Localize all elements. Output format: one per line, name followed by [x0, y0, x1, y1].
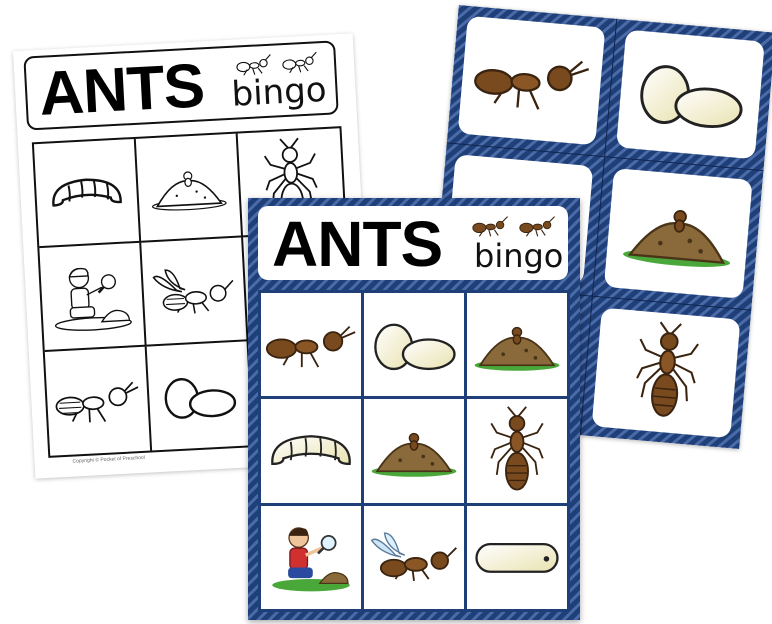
bw-cell-child — [39, 243, 146, 352]
color-header-box — [258, 206, 568, 280]
color-cell-eggs[interactable] — [364, 293, 464, 396]
color-cell-ant-top[interactable] — [467, 399, 567, 502]
color-subtitle: bingo — [474, 237, 564, 275]
color-bingo-sheet — [248, 198, 580, 620]
color-cell-anthill[interactable] — [467, 293, 567, 396]
bw-copyright: Copyright © Pocket of Preschool — [72, 454, 145, 465]
anthill-icon — [147, 161, 229, 213]
bw-subtitle: bingo — [230, 69, 328, 115]
card-anthill[interactable] — [593, 158, 764, 311]
card-ant-top[interactable] — [581, 296, 752, 449]
ant-side-icon — [470, 41, 594, 121]
anthill-icon — [471, 317, 563, 373]
pupa-icon — [471, 529, 563, 585]
bw-cell-anthill — [136, 134, 243, 243]
anthill-icon — [368, 423, 460, 479]
winged-ant-icon — [368, 529, 460, 585]
color-title: ANTS — [272, 208, 443, 280]
child-with-magnifier-icon — [47, 258, 137, 334]
color-cell-ant-side[interactable] — [261, 293, 361, 396]
ant-side-icon — [53, 373, 142, 429]
card-ant-side[interactable] — [447, 5, 618, 158]
ants-decoration-icon — [233, 49, 326, 78]
bw-cell-eggs — [147, 341, 254, 450]
color-cell-winged-ant[interactable] — [364, 506, 464, 609]
color-cell-child[interactable] — [261, 506, 361, 609]
child-with-magnifier-icon — [267, 521, 355, 593]
larva-icon — [265, 423, 357, 479]
bw-cell-ant-side — [45, 347, 152, 456]
anthill-icon — [616, 193, 740, 273]
eggs-icon — [629, 55, 753, 135]
ant-top-icon — [489, 405, 545, 497]
eggs-icon — [368, 317, 460, 373]
ant-top-icon — [631, 318, 702, 427]
bw-title: ANTS — [37, 51, 206, 129]
bw-header-box — [23, 40, 338, 130]
larva-icon — [45, 166, 127, 218]
ants-decoration-icon — [470, 214, 564, 238]
card-eggs[interactable] — [605, 19, 772, 172]
bw-cell-winged-ant — [141, 237, 248, 346]
bw-cell-larva — [34, 139, 141, 248]
color-cell-anthill-2[interactable] — [364, 399, 464, 502]
ant-side-icon — [265, 317, 357, 373]
color-grid — [258, 290, 570, 612]
eggs-icon — [158, 370, 240, 422]
winged-ant-icon — [149, 262, 238, 320]
color-cell-pupa[interactable] — [467, 506, 567, 609]
color-cell-larva[interactable] — [261, 399, 361, 502]
